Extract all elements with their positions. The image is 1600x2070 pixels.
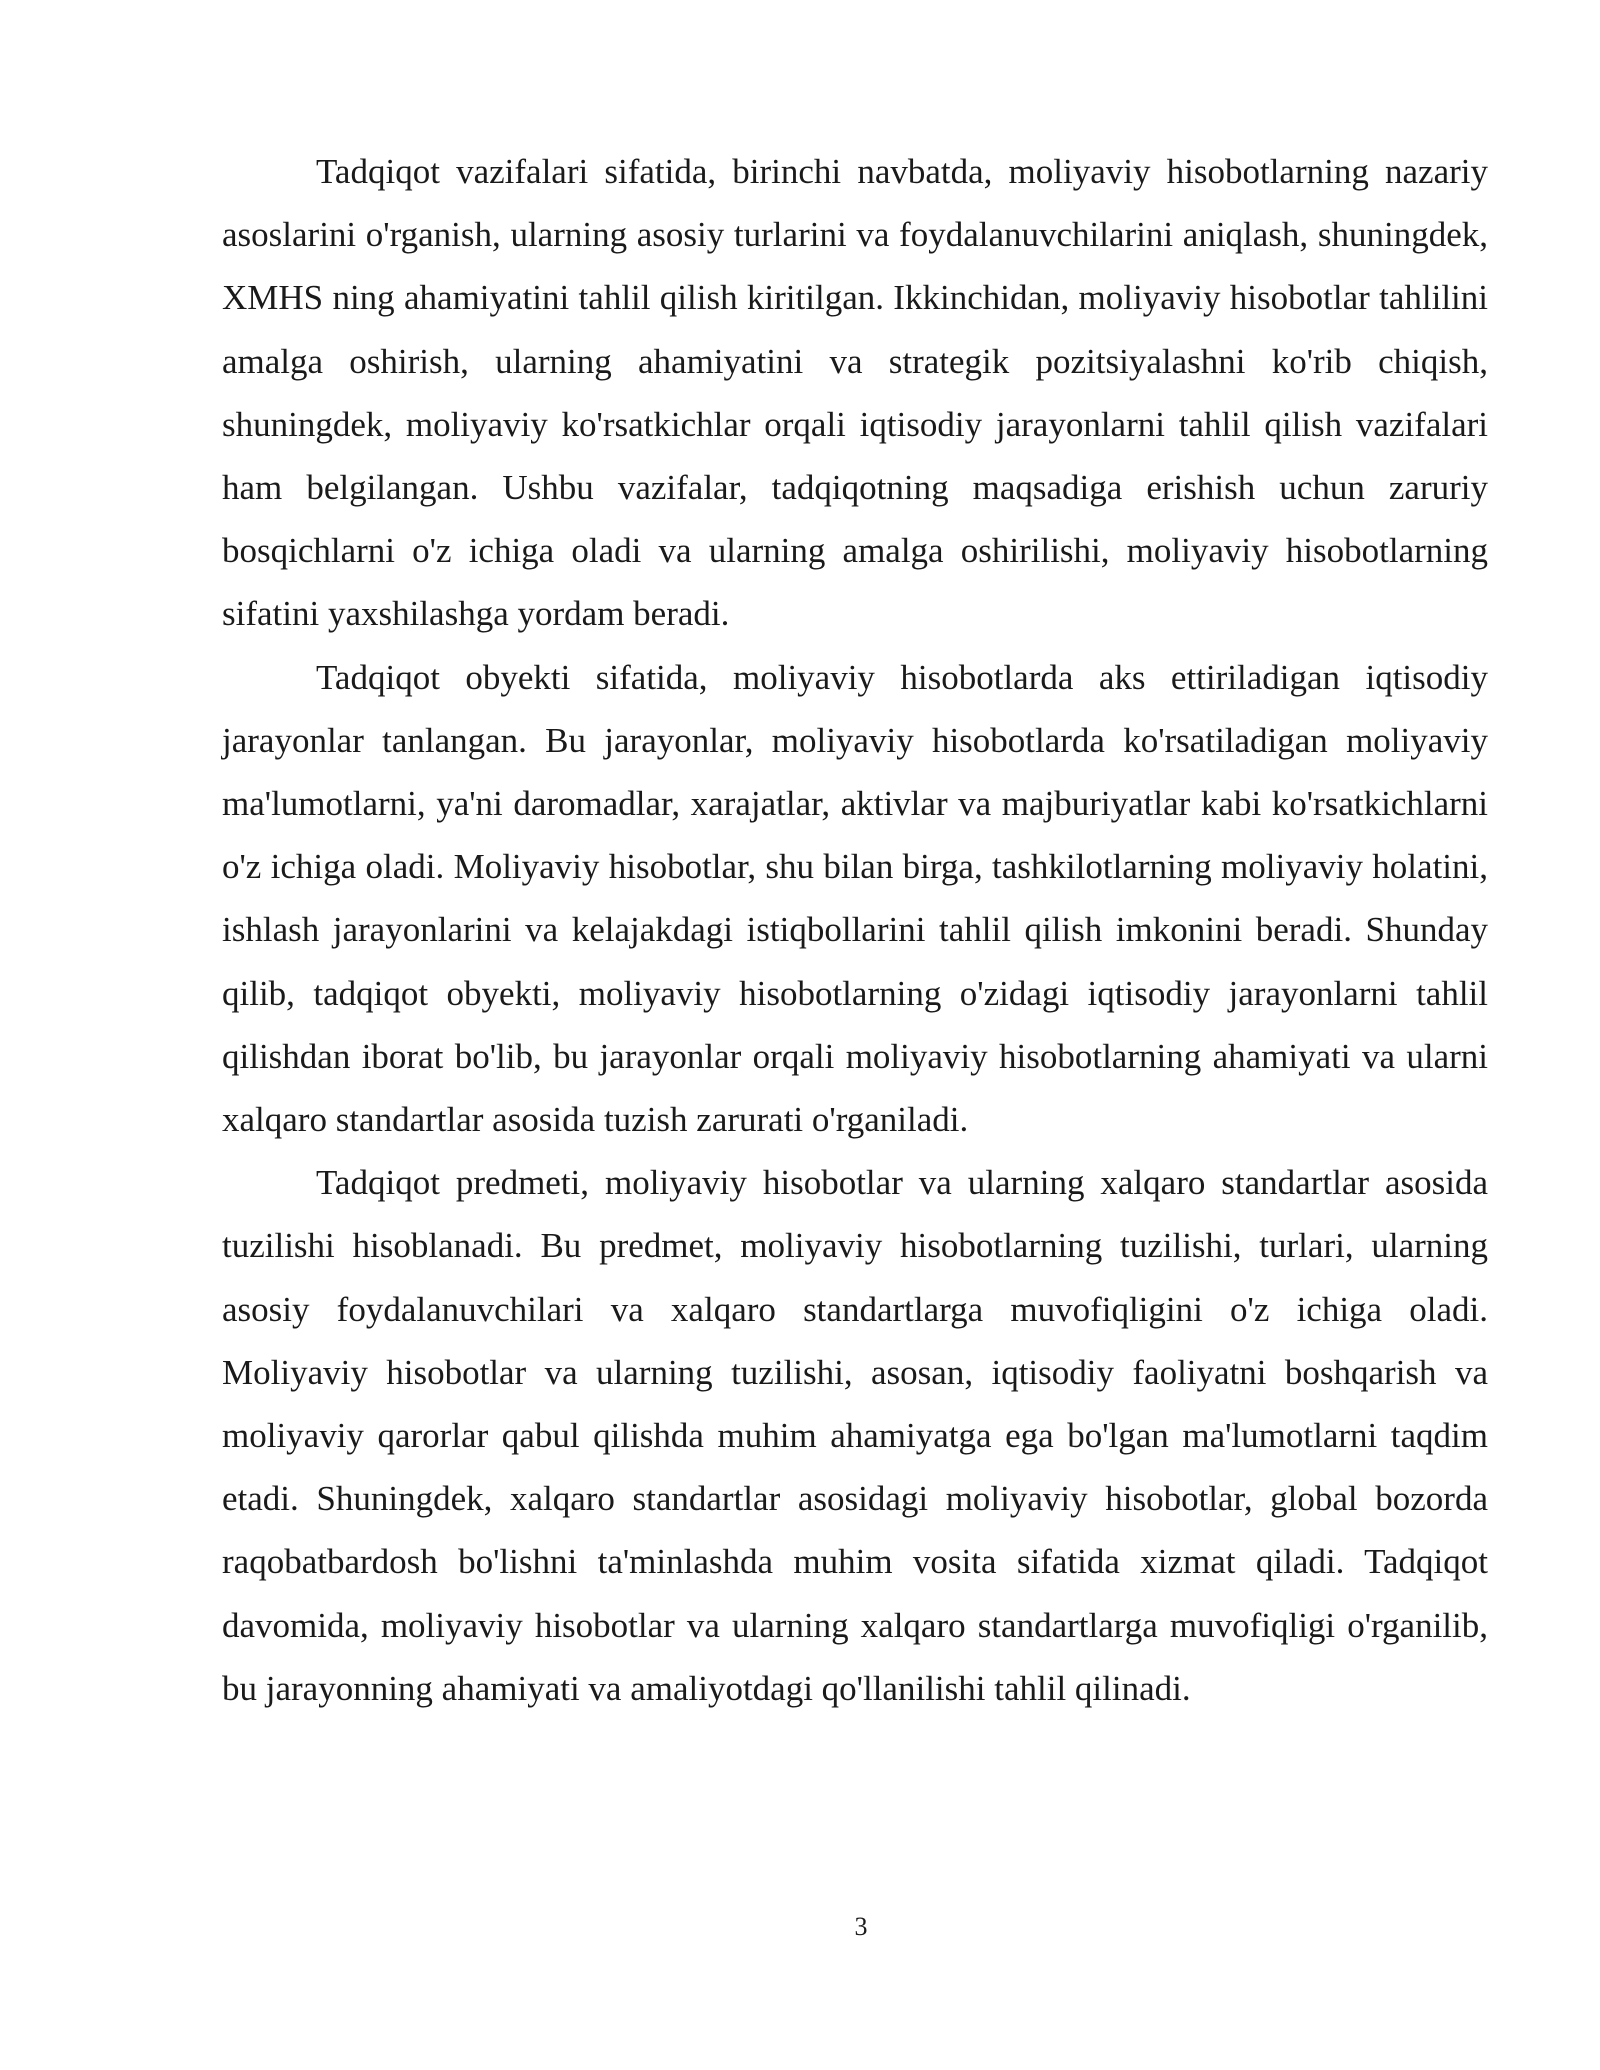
document-page [222, 140, 1488, 1720]
paragraph-tasks: Tadqiqot vazifalari sifatida, birinchi navbatda, moliyaviy hisobotlarning nazariy asoslarini o'rganish, ularning asosiy turlarini va foydalanuvchilarini aniqlash, shuningdek, XMHS ning ahamiyatini tahlil qilish kiritilgan. Ikkinchidan, moliyaviy hisobotlar tahlilini amalga oshirish, ularning ahamiyatini va strategik pozitsiyalashni ko'rib chiqish, shuningdek, moliyaviy ko'rsatkichlar orqali iqtisodiy jarayonlarni tahlil qilish vazifalari ham belgilangan. Ushbu vazifalar, tadqiqotning maqsadiga erishish uchun zaruriy bosqichlarni o'z ichiga oladi va ularning amalga oshirilishi, moliyaviy hisobotlarning sifatini yaxshilashga yordam beradi. [222, 152, 1488, 634]
page-number: 3 [854, 1912, 868, 1941]
paragraph-subject: Tadqiqot predmeti, moliyaviy hisobotlar va ularning xalqaro standartlar asosida tuzilishi hisoblanadi. Bu predmet, moliyaviy hisobotlarning tuzilishi, turlari, ularning asosiy foydalanuvchilari va xalqaro standartlarga muvofiqligini o'z ichiga oladi. Moliyaviy hisobotlar va ularning tuzilishi, asosan, iqtisodiy faoliyatni boshqarish va moliyaviy qarorlar qabul qilishda muhim ahamiyatga ega bo'lgan ma'lumotlarni taqdim etadi. Shuningdek, xalqaro standartlar asosidagi moliyaviy hisobotlar, global bozorda raqobatbardosh bo'lishni ta'minlashda muhim vosita sifatida xizmat qiladi. Tadqiqot davomida, moliyaviy hisobotlar va ularning xalqaro standartlarga muvofiqligi o'rganilib, bu jarayonning ahamiyati va amaliyotdagi qo'llanilishi tahlil qilinadi. [222, 1163, 1488, 1708]
paragraph-object: Tadqiqot obyekti sifatida, moliyaviy hisobotlarda aks ettiriladigan iqtisodiy jarayonlar tanlangan. Bu jarayonlar, moliyaviy hisobotlarda ko'rsatiladigan moliyaviy ma'lumotlarni, ya'ni daromadlar, xarajatlar, aktivlar va majburiyatlar kabi ko'rsatkichlarni o'z ichiga oladi. Moliyaviy hisobotlar, shu bilan birga, tashkilotlarning moliyaviy holatini, ishlash jarayonlarini va kelajakdagi istiqbollarini tahlil qilish imkonini beradi. Shunday qilib, tadqiqot obyekti, moliyaviy hisobotlarning o'zidagi iqtisodiy jarayonlarni tahlil qilishdan iborat bo'lib, bu jarayonlar orqali moliyaviy hisobotlarning ahamiyati va ularni xalqaro standartlar asosida tuzish zarurati o'rganiladi. [222, 657, 1488, 1140]
